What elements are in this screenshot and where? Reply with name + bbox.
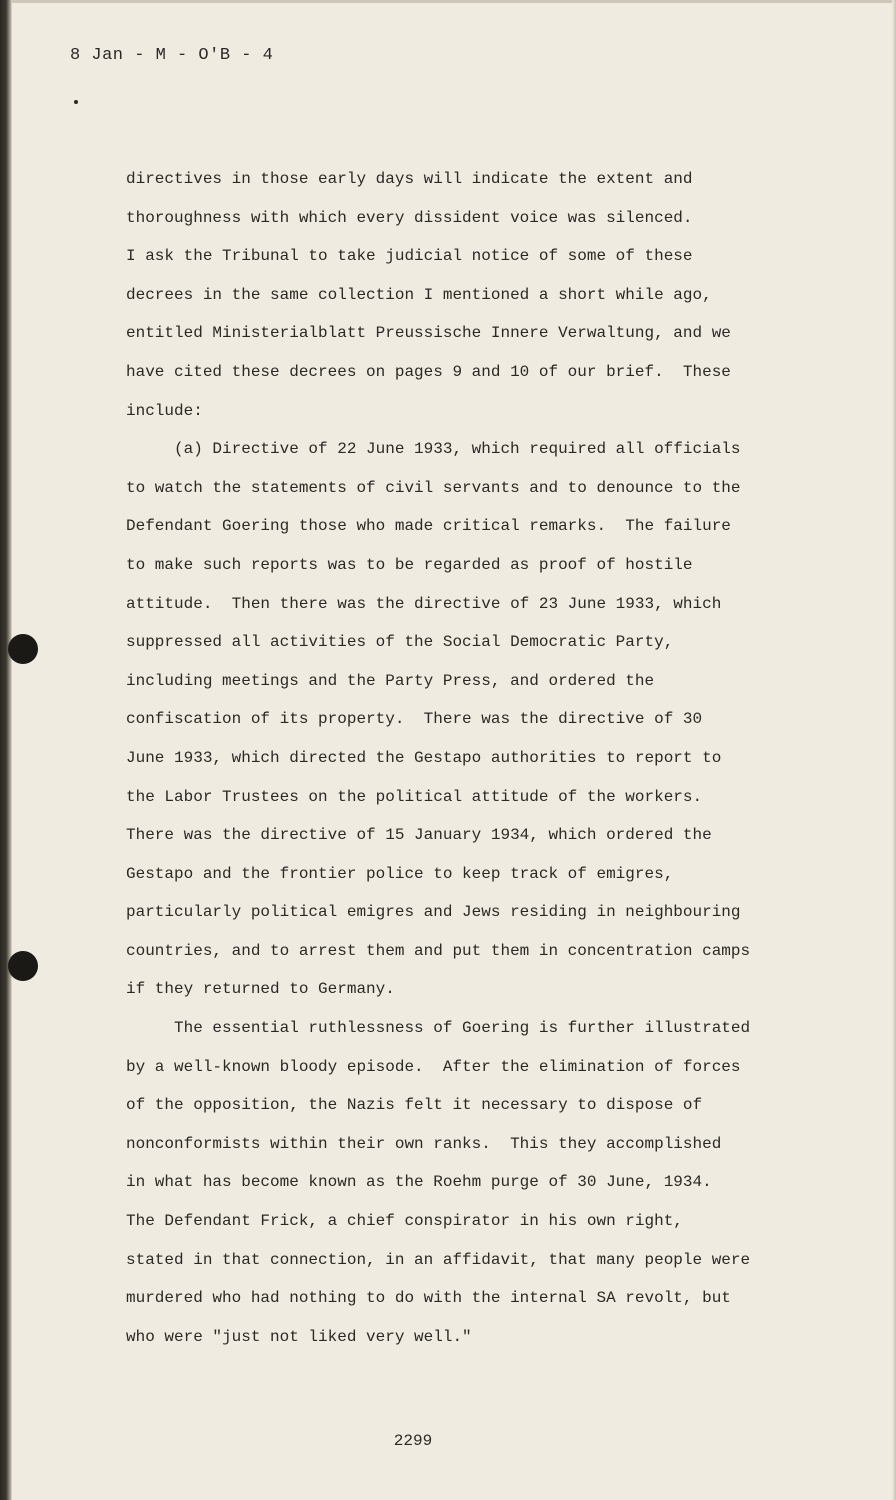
text-line: (a) Directive of 22 June 1933, which required all officials bbox=[174, 440, 741, 459]
text-line: murdered who had nothing to do with the internal SA revolt, but bbox=[126, 1289, 731, 1308]
text-line: I ask the Tribunal to take judicial notice of some of these bbox=[126, 247, 693, 266]
text-line: particularly political emigres and Jews residing in neighbouring bbox=[126, 903, 741, 922]
document-reference-header: 8 Jan - M - O'B - 4 bbox=[70, 46, 274, 65]
text-line: in what has become known as the Roehm purge of 30 June, 1934. bbox=[126, 1173, 712, 1192]
text-line: nonconformists within their own ranks. This they accomplished bbox=[126, 1134, 722, 1153]
text-line: attitude. Then there was the directive of 23 June 1933, which bbox=[126, 594, 722, 613]
text-line: to watch the statements of civil servants and to denounce to the bbox=[126, 478, 741, 497]
text-line: entitled Ministerialblatt Preussische Innere Verwaltung, and we bbox=[126, 324, 731, 343]
text-line: have cited these decrees on pages 9 and 10 of our brief. These bbox=[126, 362, 731, 381]
text-line: of the opposition, the Nazis felt it necessary to dispose of bbox=[126, 1096, 703, 1115]
text-line: countries, and to arrest them and put them in concentration camps bbox=[126, 941, 751, 960]
text-line: June 1933, which directed the Gestapo authorities to report to bbox=[126, 748, 722, 767]
page-number: 2299 bbox=[393, 1432, 433, 1450]
text-line: include: bbox=[126, 401, 203, 420]
page-right-edge bbox=[892, 0, 896, 1500]
transcript-body bbox=[126, 160, 766, 1356]
text-line: directives in those early days will indicate the extent and bbox=[126, 170, 693, 188]
text-line: thoroughness with which every dissident voice was silenced. bbox=[126, 208, 693, 227]
text-line: who were "just not liked very well." bbox=[126, 1327, 472, 1346]
margin-dot-mark bbox=[74, 100, 78, 104]
punch-hole-lower bbox=[8, 951, 38, 981]
page-binding-edge bbox=[0, 0, 12, 1500]
text-line: to make such reports was to be regarded as proof of hostile bbox=[126, 555, 693, 574]
text-line: suppressed all activities of the Social Democratic Party, bbox=[126, 633, 674, 652]
text-line: confiscation of its property. There was the directive of 30 bbox=[126, 710, 703, 729]
text-line: including meetings and the Party Press, and ordered the bbox=[126, 671, 655, 690]
text-line: stated in that connection, in an affidavit, that many people were bbox=[126, 1250, 751, 1269]
text-line: Gestapo and the frontier police to keep track of emigres, bbox=[126, 864, 674, 883]
text-line: decrees in the same collection I mentioned a short while ago, bbox=[126, 285, 712, 304]
punch-hole-upper bbox=[8, 634, 38, 664]
text-line: by a well-known bloody episode. After the elimination of forces bbox=[126, 1057, 741, 1076]
text-line: if they returned to Germany. bbox=[126, 980, 395, 999]
text-line: The Defendant Frick, a chief conspirator in his own right, bbox=[126, 1212, 683, 1231]
page-top-edge bbox=[0, 0, 896, 3]
text-line: There was the directive of 15 January 1934, which ordered the bbox=[126, 826, 712, 845]
text-line: Defendant Goering those who made critical remarks. The failure bbox=[126, 517, 731, 536]
text-line: The essential ruthlessness of Goering is further illustrated bbox=[174, 1019, 751, 1038]
text-line: the Labor Trustees on the political attitude of the workers. bbox=[126, 787, 703, 806]
